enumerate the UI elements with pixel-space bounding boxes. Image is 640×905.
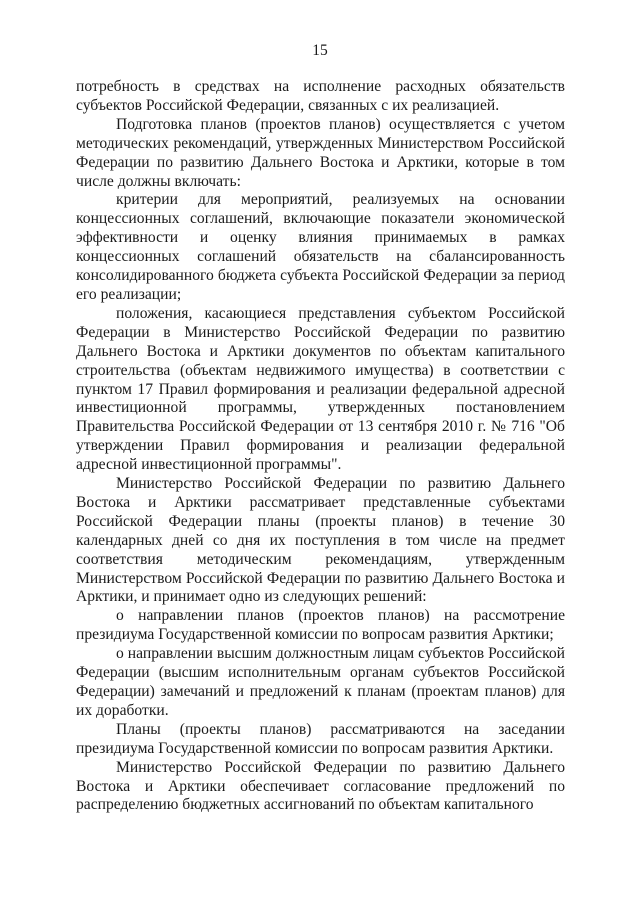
- paragraph-presidium-meeting: Планы (проекты планов) рассматриваются на заседании президиума Государственной комиссии по вопросам развития Арктики.: [76, 720, 565, 757]
- paragraph-decision-remarks: о направлении высшим должностным лицам субъектов Российской Федерации (высшим исполнительным органам субъектов Российской Федерации) замечаний и предложений к планам (проектам планов) для их доработки.: [76, 645, 565, 719]
- page-number: 15: [312, 42, 328, 59]
- paragraph-ministry-review: Министерство Российской Федерации по развитию Дальнего Востока и Арктики рассматривает представленные субъектами Российской Федерации планы (проекты планов) в течение 30 календарных дней со дня их поступления в том числе на предмет соответствия методическим рекомендациям, утвержденным Министерством Российской Федерации по развитию Дальнего Востока и Арктики, и принимает одно из следующих решений:: [76, 475, 565, 606]
- paragraph-plan-preparation: Подготовка планов (проектов планов) осуществляется с учетом методических рекомендаций, утвержденных Министерством Российской Федерации по развитию Дальнего Востока и Арктики, которые в том числе должны включать:: [76, 115, 565, 190]
- paragraph-submission-provisions: положения, касающиеся представления субъектом Российской Федерации в Министерство Российской Федерации по развитию Дальнего Востока и Арктики документов по объектам капитального строительства (объектам недвижимого имущества) в соответствии с пунктом 17 Правил формирования и реализации федеральной адресной инвестиционной программы, утвержденных постановлением Правительства Российской Федерации от 13 сентября 2010 г. № 716 "Об утверждении Правил формирования и реализации федеральной адресной инвестиционной программы".: [76, 304, 565, 474]
- paragraph-continuation: потребность в средствах на исполнение расходных обязательств субъектов Российской Федерации, связанных с их реализацией.: [76, 78, 565, 114]
- paragraph-decision-presidium: о направлении планов (проектов планов) на рассмотрение президиума Государственной комиссии по вопросам развития Арктики;: [76, 607, 565, 644]
- document-body: [76, 78, 565, 815]
- paragraph-budget-coordination: Министерство Российской Федерации по развитию Дальнего Востока и Арктики обеспечивает согласование предложений по распределению бюджетных ассигнований по объектам капитального: [76, 758, 565, 814]
- paragraph-concession-criteria: критерии для мероприятий, реализуемых на основании концессионных соглашений, включающие показатели экономической эффективности и оценку влияния принимаемых в рамках концессионных соглашений обязательств на сбалансированность консолидированного бюджета субъекта Российской Федерации за период его реализации;: [76, 191, 565, 303]
